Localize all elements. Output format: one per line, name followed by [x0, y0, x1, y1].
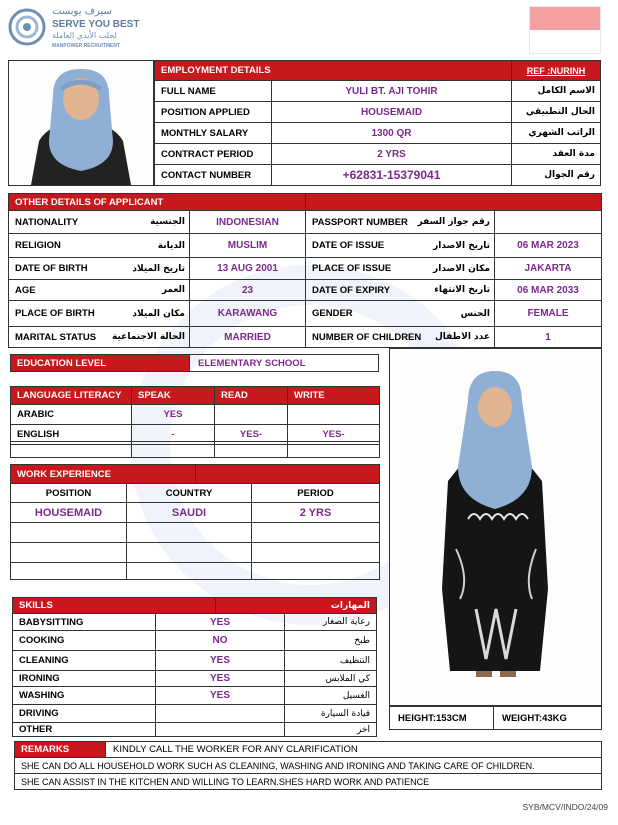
work-empty-cell [126, 522, 252, 543]
work-experience-header-fill [195, 464, 380, 484]
employment-field-label-arabic: الراتب الشهري [511, 122, 601, 144]
remarks-line-3-text: SHE CAN ASSIST IN THE KITCHEN AND WILLING TO LEARN.SHES HARD WORK AND PATIENCE [21, 776, 430, 787]
applicant-field-value: MARRIED [189, 326, 306, 348]
logo-arabic-text: سيرف يوبست [52, 6, 112, 17]
remarks-label: REMARKS [14, 741, 106, 758]
work-cell-country: SAUDI [126, 502, 252, 523]
document-field-value: 06 MAR 2033 [494, 279, 602, 301]
employment-field-label: CONTRACT PERIOD [154, 143, 272, 165]
skills-section-title: SKILLS [12, 597, 216, 614]
document-field-value: FEMALE [494, 300, 602, 327]
language-header-3: WRITE [287, 386, 380, 405]
remarks-line-1: KINDLY CALL THE WORKER FOR ANY CLARIFICATION [105, 741, 602, 758]
language-cell-read: YES- [214, 424, 288, 445]
skill-value: YES [155, 670, 285, 687]
document-field-label-text: NUMBER OF CHILDREN [312, 331, 422, 343]
work-experience-section-title: WORK EXPERIENCE [10, 464, 196, 484]
work-cell-position: HOUSEMAID [10, 502, 127, 523]
skill-name: OTHER [12, 722, 156, 737]
applicant-portrait-photo [8, 60, 154, 186]
skill-name: WASHING [12, 686, 156, 705]
work-empty-cell [126, 542, 252, 563]
work-header-1: COUNTRY [126, 483, 252, 503]
language-empty-cell [131, 441, 215, 458]
language-cell-write [287, 404, 380, 425]
skill-name-arabic: كي الملابس [284, 670, 377, 687]
applicant-field-value: 13 AUG 2001 [189, 257, 306, 280]
document-field-label-arabic: مكان الاصدار [433, 263, 490, 274]
employment-field-label-arabic: مدة العقد [511, 143, 601, 165]
remarks-line-2: SHE CAN DO ALL HOUSEHOLD WORK SUCH AS CLEANING, WASHING AND IRONING AND TAKING CARE OF CHILDREN. [14, 757, 602, 774]
document-field-label-text: PASSPORT NUMBER [312, 216, 408, 228]
work-cell-period: 2 YRS [251, 502, 380, 523]
skill-value [155, 704, 285, 723]
work-empty-cell [126, 562, 252, 580]
skill-name: DRIVING [12, 704, 156, 723]
document-field-label [305, 210, 495, 234]
work-empty-cell [10, 542, 127, 563]
skill-value: YES [155, 650, 285, 671]
document-field-label-arabic: عدد الاطفال [434, 332, 490, 342]
language-cell-speak: - [131, 424, 215, 445]
applicant-full-body-photo [389, 348, 602, 706]
work-header-0: POSITION [10, 483, 127, 503]
employment-section-title: EMPLOYMENT DETAILS [154, 60, 512, 81]
skill-name-arabic: رعاية الصغار [284, 613, 377, 631]
applicant-field-label-arabic: تاريخ الميلاد [132, 263, 185, 274]
language-header-2: READ [214, 386, 288, 405]
document-code: SYB/MCV/INDO/24/09 [522, 802, 608, 812]
employment-field-value: 1300 QR [271, 122, 512, 144]
document-field-label [305, 233, 495, 258]
applicant-field-value: INDONESIAN [189, 210, 306, 234]
skill-name-arabic: الغسيل [284, 686, 377, 705]
applicant-field-value: KARAWANG [189, 300, 306, 327]
applicant-field-label [8, 233, 190, 258]
document-field-label-arabic: رقم جواز السفر [417, 217, 490, 227]
document-field-value [494, 210, 602, 234]
full-body-figure [390, 349, 601, 705]
logo-arabic-subtitle: لجلب الأيدي العاملة [52, 31, 117, 40]
work-empty-cell [251, 542, 380, 563]
applicant-field-label-text: NATIONALITY [15, 216, 79, 228]
applicant-field-label-text: DATE OF BIRTH [15, 263, 88, 274]
document-field-label-text: GENDER [312, 308, 353, 319]
reference-text: REF :NURINH [526, 65, 586, 76]
language-empty-cell [287, 441, 380, 458]
applicant-field-label-text: PLACE OF BIRTH [15, 308, 95, 319]
language-cell-speak: YES [131, 404, 215, 425]
applicant-field-label-arabic: مكان الميلاد [132, 308, 185, 319]
work-empty-cell [251, 522, 380, 543]
work-empty-cell [10, 562, 127, 580]
document-field-value: JAKARTA [494, 257, 602, 280]
skill-name-arabic: التنظيف [284, 650, 377, 671]
employment-field-label: MONTHLY SALARY [154, 122, 272, 144]
skills-section-title-arabic [215, 597, 377, 614]
work-header-2: PERIOD [251, 483, 380, 503]
document-field-label [305, 300, 495, 327]
applicant-field-label-arabic: العمر [161, 285, 185, 295]
applicant-field-label-arabic: الديانة [157, 240, 185, 251]
applicant-field-label-arabic: الحالة الاجتماعية [112, 332, 185, 342]
skill-name: BABYSITTING [12, 613, 156, 631]
skill-name-arabic: اخر [284, 722, 377, 737]
applicant-field-label-text: AGE [15, 284, 36, 296]
reference-number [511, 60, 601, 81]
employment-field-value: HOUSEMAID [271, 101, 512, 123]
other-details-section-title: OTHER DETAILS OF APPLICANT [8, 193, 306, 211]
document-field-label [305, 326, 495, 348]
employment-field-label: CONTACT NUMBER [154, 164, 272, 186]
applicant-field-label-text: RELIGION [15, 240, 61, 251]
applicant-field-label-arabic: الجنسية [150, 217, 185, 227]
document-field-label-arabic: تاريخ الاصدار [433, 240, 490, 251]
language-cell-read [214, 404, 288, 425]
applicant-field-value: MUSLIM [189, 233, 306, 258]
applicant-field-label [8, 210, 190, 234]
skill-name-arabic: طبخ [284, 630, 377, 651]
skill-value [155, 722, 285, 737]
applicant-field-value: 23 [189, 279, 306, 301]
skill-name-arabic: قيادة السيارة [284, 704, 377, 723]
applicant-field-label [8, 279, 190, 301]
language-header-1: SPEAK [131, 386, 215, 405]
other-details-header-fill [305, 193, 602, 211]
language-cell-write: YES- [287, 424, 380, 445]
language-empty-cell [214, 441, 288, 458]
logo-subtitle: MANPOWER RECRUITMENT [52, 43, 121, 49]
skill-value: NO [155, 630, 285, 651]
document-field-label-text: PLACE OF ISSUE [312, 263, 392, 274]
language-cell-name: ENGLISH [10, 424, 132, 445]
flag-white-band [530, 30, 600, 53]
employment-field-value: 2 YRS [271, 143, 512, 165]
skill-name: COOKING [12, 630, 156, 651]
flag-red-band [530, 7, 600, 30]
skill-name: IRONING [12, 670, 156, 687]
employment-field-value: YULI BT. AJI TOHIR [271, 80, 512, 102]
skill-value: YES [155, 613, 285, 631]
document-field-value: 06 MAR 2023 [494, 233, 602, 258]
company-logo [8, 6, 158, 52]
logo-emblem-icon [8, 8, 46, 46]
remarks-line-3 [14, 773, 602, 790]
work-empty-cell [251, 562, 380, 580]
portrait-figure [9, 61, 153, 185]
document-field-label [305, 279, 495, 301]
indonesia-flag [529, 6, 601, 54]
height-value: HEIGHT:153CM [389, 706, 494, 730]
logo-title: SERVE YOU BEST [52, 19, 140, 30]
document-field-label-arabic: الجنس [460, 308, 490, 319]
language-header-0: LANGUAGE LITERACY [10, 386, 132, 405]
language-empty-cell [10, 441, 132, 458]
skill-name: CLEANING [12, 650, 156, 671]
applicant-field-label [8, 300, 190, 327]
employment-field-label: FULL NAME [154, 80, 272, 102]
skills-title-arabic-text: المهارات [330, 600, 370, 611]
document-field-label-text: DATE OF EXPIRY [312, 284, 391, 296]
document-field-value: 1 [494, 326, 602, 348]
skill-value: YES [155, 686, 285, 705]
employment-field-label-arabic: الحال التطبيقي [511, 101, 601, 123]
education-level-value: ELEMENTARY SCHOOL [189, 354, 379, 372]
employment-field-value: +62831-15379041 [271, 164, 512, 186]
employment-field-label-arabic: الاسم الكامل [511, 80, 601, 102]
document-field-label [305, 257, 495, 280]
applicant-field-label [8, 326, 190, 348]
language-cell-name: ARABIC [10, 404, 132, 425]
applicant-field-label [8, 257, 190, 280]
document-field-label-text: DATE OF ISSUE [312, 240, 385, 251]
document-field-label-arabic: تاريخ الانتهاء [434, 285, 490, 295]
applicant-field-label-text: MARITAL STATUS [15, 331, 97, 343]
employment-field-label-arabic: رقم الجوال [511, 164, 601, 186]
work-empty-cell [10, 522, 127, 543]
education-level-label: EDUCATION LEVEL [10, 354, 190, 372]
employment-field-label: POSITION APPLIED [154, 101, 272, 123]
weight-value: WEIGHT:43KG [493, 706, 602, 730]
